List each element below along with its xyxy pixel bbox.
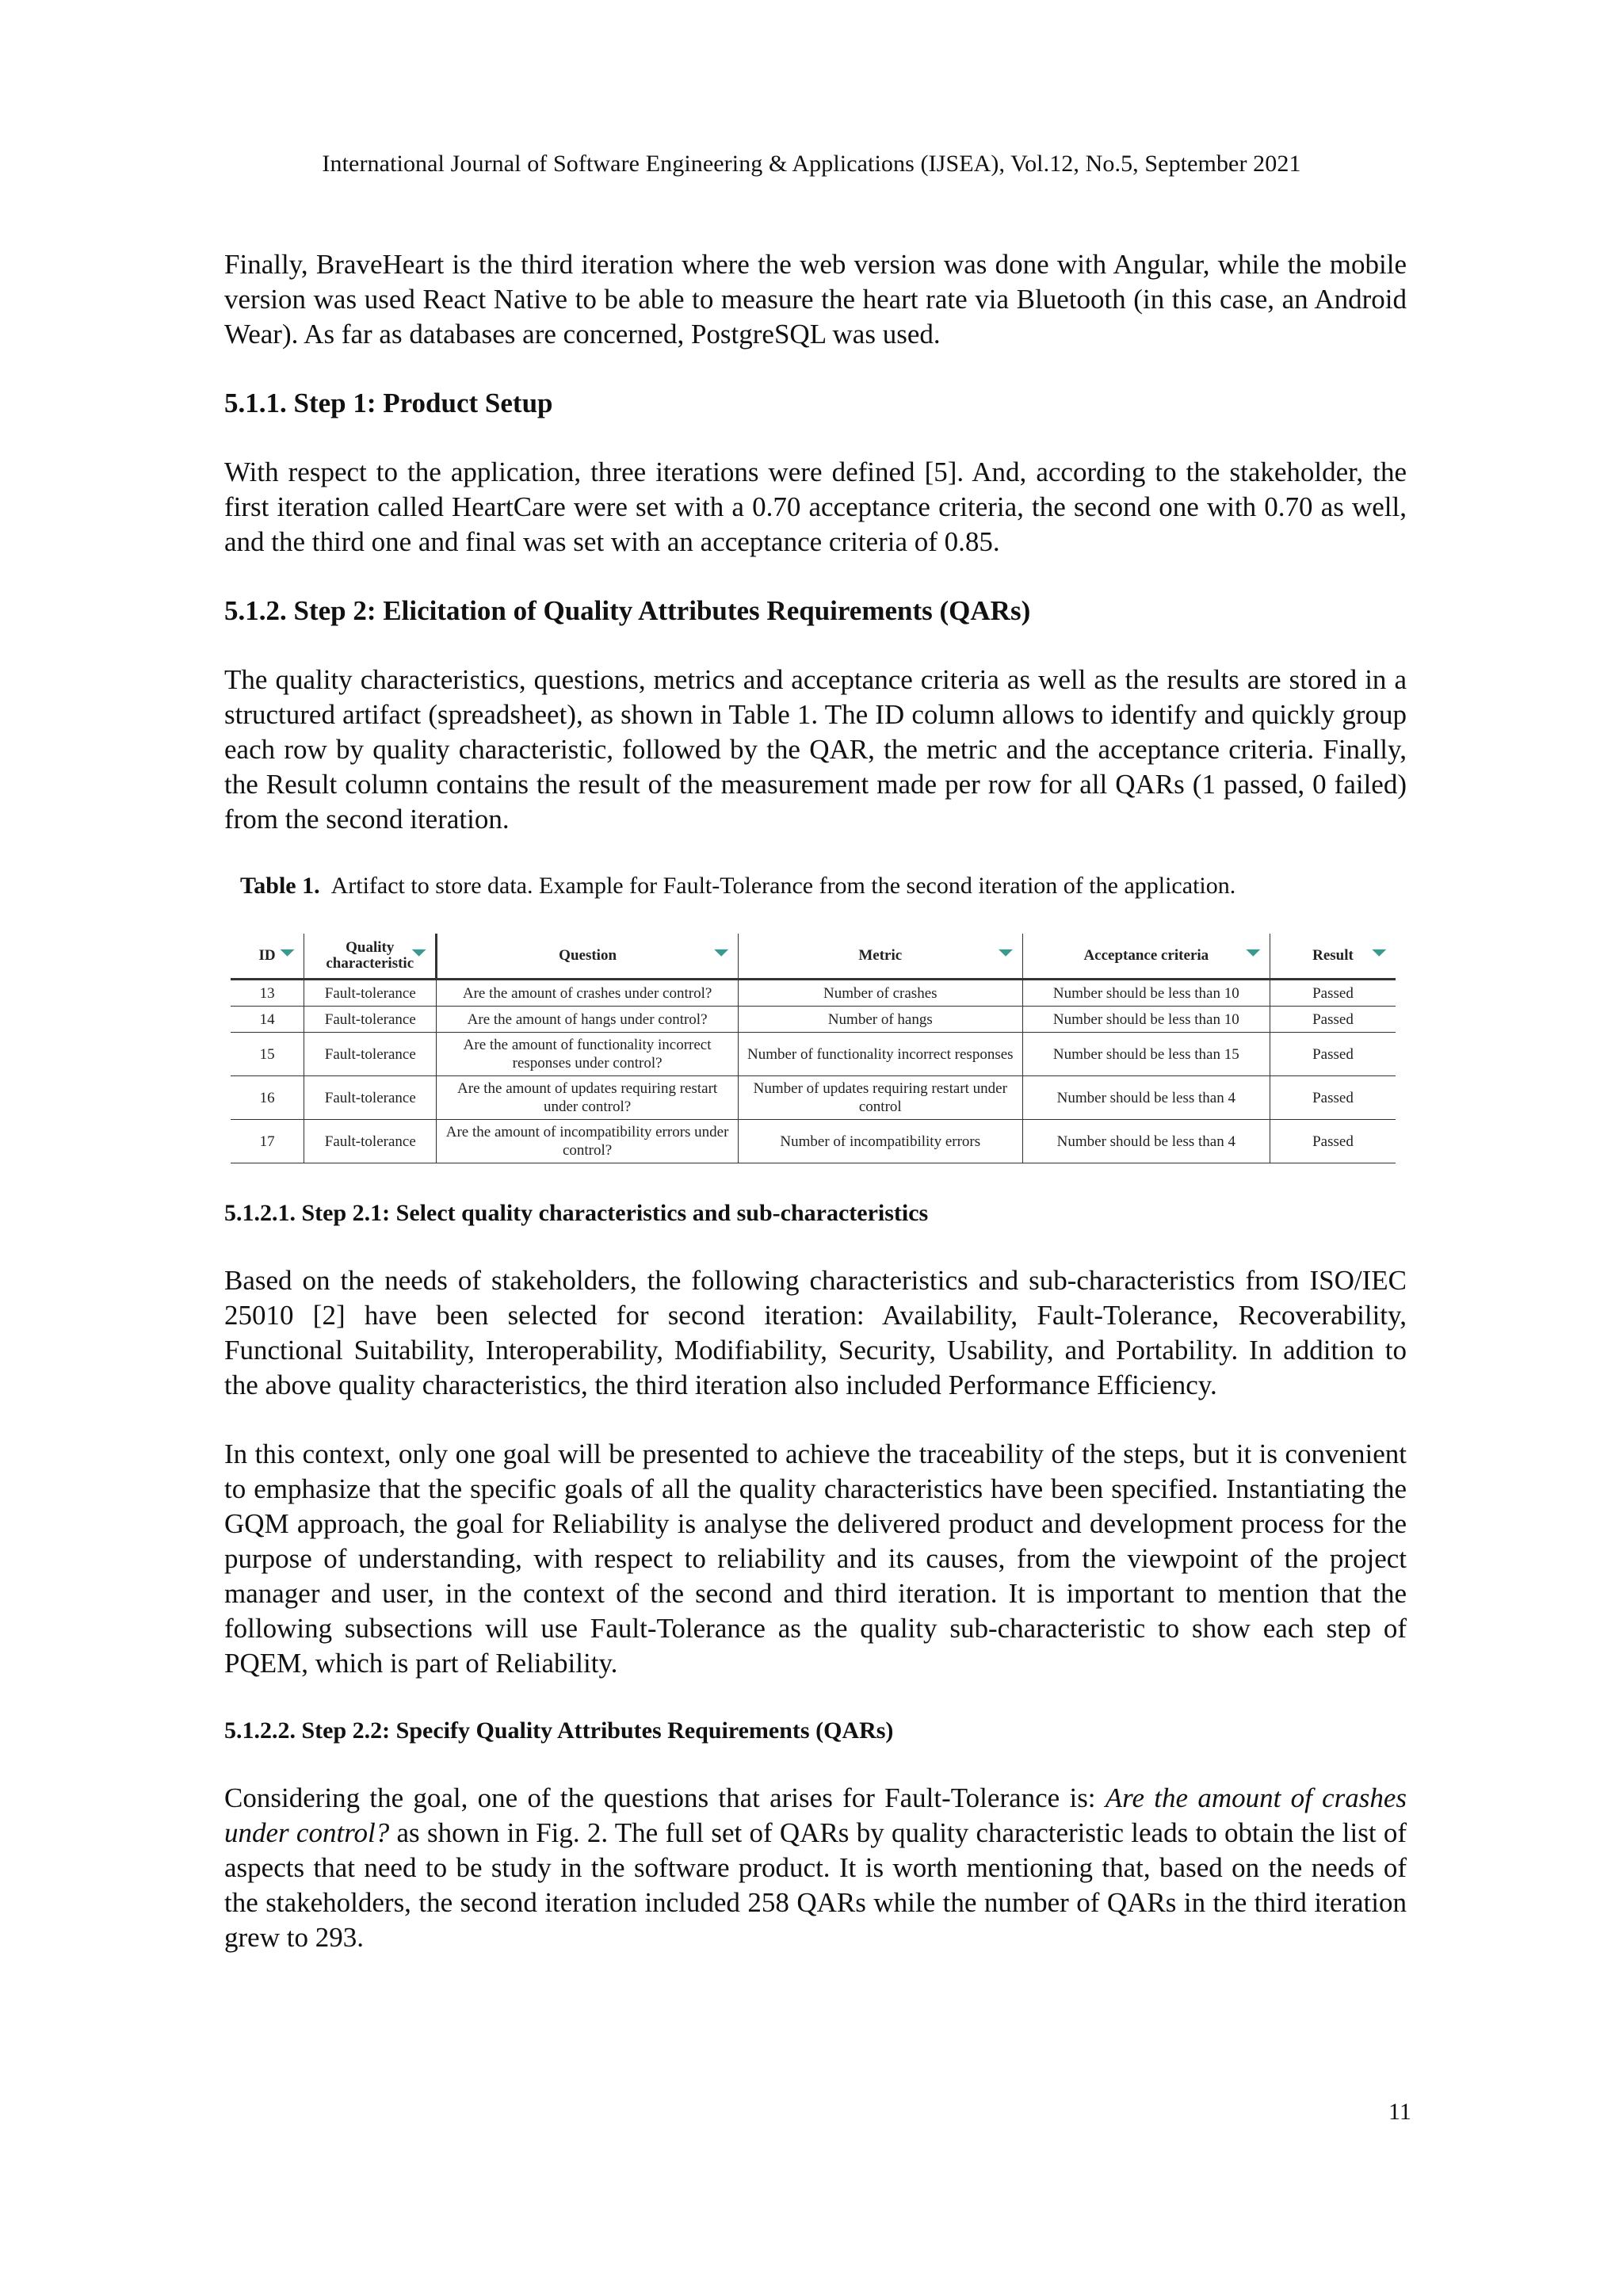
filter-icon[interactable]: ⏷ — [1246, 942, 1260, 962]
column-header-acceptance-criteria[interactable]: Acceptance criteria ⏷ — [1022, 934, 1270, 980]
table-row — [231, 1076, 1396, 1120]
running-header: International Journal of Software Engineering & Applications (IJSEA), Vol.12, No.5, September 2021 — [322, 151, 1301, 177]
table-row — [231, 1007, 1396, 1033]
section-5-1-2-1-paragraph-2: In this context, only one goal will be presented to achieve the traceability of the steps, but it is convenient to emphasize that the specific goals of all the quality characteristics have been specified. Instantiating the GQM approach, the goal for Reliability is analyse the delivered product and development process for the purpose of understanding, with respect to reliability and its causes, from the viewpoint of the project manager and user, in the context of the second and third iteration. It is important to mention that the following subsections will use Fault-Tolerance as the quality sub-characteristic to show each step of PQEM, which is part of Reliability. — [224, 1438, 1407, 1679]
cell-id: 16 — [231, 1076, 304, 1120]
section-heading-5-1-2-2: 5.1.2.2. Step 2.2: Specify Quality Attributes Requirements (QARs) — [224, 1717, 894, 1744]
cell-quality-characteristic: Fault-tolerance — [304, 1076, 437, 1120]
page-number: 11 — [1388, 2099, 1411, 2125]
section-5-1-2-2-paragraph: Considering the goal, one of the questions that arises for Fault-Tolerance is: Are the amount of crashes under control? as shown in Fig. 2. The full set of QARs by quality characteristic leads to obtain the list of aspects that need to be study in the software product. It is worth mentioning that, based on the needs of the stakeholders, the second iteration included 258 QARs while the number of QARs in the third iteration grew to 293. — [224, 1782, 1407, 1953]
page-content — [224, 247, 1407, 1955]
cell-id: 15 — [231, 1033, 304, 1076]
table-row — [231, 980, 1396, 1007]
column-header-question[interactable]: Question ⏷ — [437, 934, 739, 980]
cell-acceptance-criteria: Number should be less than 4 — [1022, 1076, 1270, 1120]
table-row — [231, 1033, 1396, 1076]
cell-acceptance-criteria: Number should be less than 15 — [1022, 1033, 1270, 1076]
table-header-row — [231, 934, 1396, 980]
cell-acceptance-criteria: Number should be less than 10 — [1022, 980, 1270, 1007]
column-header-result[interactable]: Result ⏷ — [1270, 934, 1396, 980]
cell-metric: Number of updates requiring restart under control — [738, 1076, 1022, 1120]
cell-question: Are the amount of updates requiring restart under control? — [437, 1076, 739, 1120]
column-header-metric[interactable]: Metric ⏷ — [738, 934, 1022, 980]
intro-paragraph: Finally, BraveHeart is the third iteration where the web version was done with Angular, while the mobile version was used React Native to be able to measure the heart rate via Bluetooth (in this case, an Android Wear). As far as databases are concerned, PostgreSQL was used. — [224, 249, 1407, 350]
qar-table — [231, 934, 1396, 1163]
cell-metric: Number of hangs — [738, 1007, 1022, 1033]
column-header-id[interactable]: ID ⏷ — [231, 934, 304, 980]
filter-icon[interactable]: ⏷ — [999, 942, 1013, 962]
italic-question: Are the amount of crashes under control? — [224, 1782, 1407, 1848]
table-row — [231, 1120, 1396, 1163]
cell-question: Are the amount of functionality incorrect responses under control? — [437, 1033, 739, 1076]
section-heading-5-1-1: 5.1.1. Step 1: Product Setup — [224, 388, 553, 418]
section-heading-5-1-2: 5.1.2. Step 2: Elicitation of Quality Attributes Requirements (QARs) — [224, 595, 1031, 626]
cell-acceptance-criteria: Number should be less than 4 — [1022, 1120, 1270, 1163]
table-caption — [224, 870, 1407, 902]
cell-metric: Number of functionality incorrect responses — [738, 1033, 1022, 1076]
filter-icon[interactable]: ⏷ — [411, 942, 426, 962]
cell-result: Passed — [1270, 1007, 1396, 1033]
cell-acceptance-criteria: Number should be less than 10 — [1022, 1007, 1270, 1033]
cell-metric: Number of crashes — [738, 980, 1022, 1007]
cell-metric: Number of incompatibility errors — [738, 1120, 1022, 1163]
filter-icon[interactable]: ⏷ — [1372, 942, 1386, 962]
cell-result: Passed — [1270, 1033, 1396, 1076]
cell-result: Passed — [1270, 980, 1396, 1007]
cell-id: 17 — [231, 1120, 304, 1163]
section-5-1-1-paragraph: With respect to the application, three iterations were defined [5]. And, according to the stakeholder, the first iteration called HeartCare were set with a 0.70 acceptance criteria, the second one with 0.70 as well, and the third one and final was set with an acceptance criteria of 0.85. — [224, 457, 1407, 557]
section-5-1-2-1-paragraph-1: Based on the needs of stakeholders, the following characteristics and sub-characteristics from ISO/IEC 25010 [2] have been selected for second iteration: Availability, Fault-Tolerance, Recoverability, Functional Suitability, Interoperability, Modifiability, Security, Usability, and Portability. In addition to the above quality characteristics, the third iteration also included Performance Efficiency. — [224, 1265, 1407, 1400]
section-5-1-2-paragraph: The quality characteristics, questions, metrics and acceptance criteria as well as the results are stored in a structured artifact (spreadsheet), as shown in Table 1. The ID column allows to identify and quickly group each row by quality characteristic, followed by the QAR, the metric and the acceptance criteria. Finally, the Result column contains the result of the measurement made per row for all QARs (1 passed, 0 failed) from the second iteration. — [224, 664, 1407, 835]
table-caption-text: Artifact to store data. Example for Fault-Tolerance from the second iteration of the application. — [330, 873, 1236, 899]
table-caption-label: Table 1. — [240, 873, 320, 899]
cell-quality-characteristic: Fault-tolerance — [304, 980, 437, 1007]
cell-question: Are the amount of hangs under control? — [437, 1007, 739, 1033]
cell-quality-characteristic: Fault-tolerance — [304, 1033, 437, 1076]
cell-result: Passed — [1270, 1120, 1396, 1163]
cell-id: 13 — [231, 980, 304, 1007]
cell-quality-characteristic: Fault-tolerance — [304, 1007, 437, 1033]
filter-icon[interactable]: ⏷ — [714, 942, 728, 962]
cell-id: 14 — [231, 1007, 304, 1033]
cell-result: Passed — [1270, 1076, 1396, 1120]
cell-quality-characteristic: Fault-tolerance — [304, 1120, 437, 1163]
cell-question: Are the amount of crashes under control? — [437, 980, 739, 1007]
cell-question: Are the amount of incompatibility errors under control? — [437, 1120, 739, 1163]
column-header-quality-characteristic[interactable]: Quality characteristic ⏷ — [304, 934, 437, 980]
filter-icon[interactable]: ⏷ — [280, 942, 295, 962]
section-heading-5-1-2-1: 5.1.2.1. Step 2.1: Select quality characteristics and sub-characteristics — [224, 1200, 929, 1226]
